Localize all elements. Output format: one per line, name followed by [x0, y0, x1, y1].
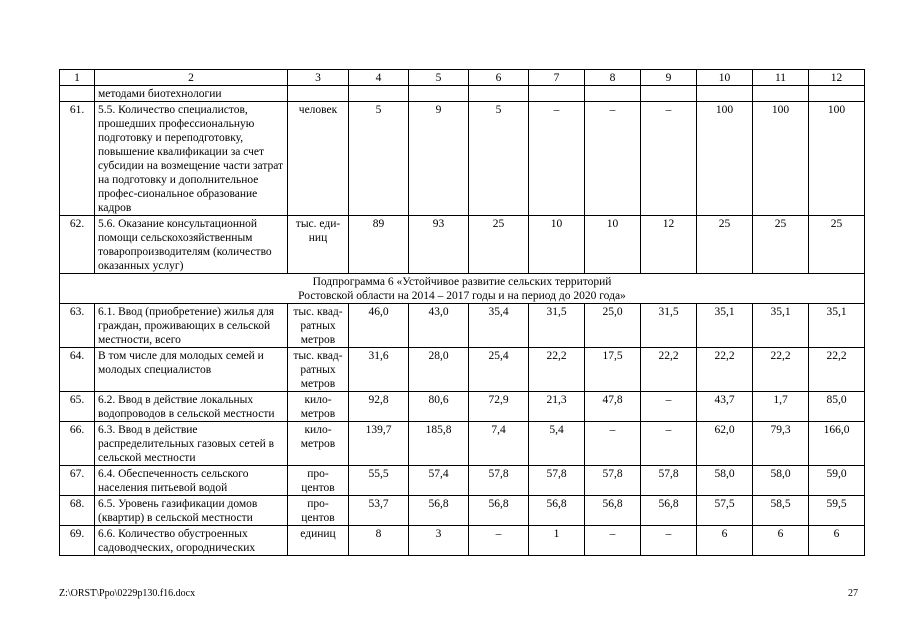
empty-cell	[529, 86, 585, 102]
value-cell: 3	[409, 526, 469, 556]
empty-cell	[809, 86, 865, 102]
value-cell: 1	[529, 526, 585, 556]
value-cell: 166,0	[809, 422, 865, 466]
indicator-name: 6.5. Уровень газификации домов (квартир) в сельской местности	[95, 496, 288, 526]
header-row	[60, 70, 865, 86]
value-cell: 6	[753, 526, 809, 556]
value-cell: 6	[697, 526, 753, 556]
value-cell: 58,0	[697, 466, 753, 496]
value-cell: 56,8	[585, 496, 641, 526]
column-number: 6	[469, 70, 529, 86]
value-cell: –	[469, 526, 529, 556]
value-cell: –	[641, 526, 697, 556]
value-cell: 43,7	[697, 392, 753, 422]
value-cell: 47,8	[585, 392, 641, 422]
value-cell: 25,4	[469, 348, 529, 392]
table-row	[60, 216, 865, 274]
value-cell: 25	[697, 216, 753, 274]
value-cell: 8	[349, 526, 409, 556]
table-row	[60, 422, 865, 466]
column-number: 1	[60, 70, 95, 86]
indicator-name: 6.2. Ввод в действие локальных водопроводов в сельской местности	[95, 392, 288, 422]
value-cell: –	[585, 526, 641, 556]
value-cell: 35,1	[697, 304, 753, 348]
indicator-name: 5.6. Оказание консультационной помощи сельскохозяйственным товаропроизводителям (количество оказанных услуг)	[95, 216, 288, 274]
table-row	[60, 348, 865, 392]
row-number: 67.	[60, 466, 95, 496]
unit: тыс. еди-ниц	[288, 216, 349, 274]
empty-cell	[288, 86, 349, 102]
value-cell: 62,0	[697, 422, 753, 466]
column-number: 12	[809, 70, 865, 86]
subprogram-line-1: Подпрограмма 6 «Устойчивое развитие сельских территорий	[312, 276, 612, 288]
value-cell: 57,8	[529, 466, 585, 496]
value-cell: 139,7	[349, 422, 409, 466]
value-cell: 25	[809, 216, 865, 274]
value-cell: 56,8	[469, 496, 529, 526]
value-cell: 25,0	[585, 304, 641, 348]
value-cell: 35,1	[753, 304, 809, 348]
table-row	[60, 304, 865, 348]
value-cell: 89	[349, 216, 409, 274]
value-cell: 57,8	[469, 466, 529, 496]
value-cell: 6	[809, 526, 865, 556]
unit: тыс. квад-ратных метров	[288, 348, 349, 392]
indicator-name: 6.4. Обеспеченность сельского населения питьевой водой	[95, 466, 288, 496]
value-cell: 92,8	[349, 392, 409, 422]
value-cell: 28,0	[409, 348, 469, 392]
subprogram-row	[60, 274, 865, 304]
continued-text: методами биотехнологии	[95, 86, 288, 102]
value-cell: 25	[753, 216, 809, 274]
value-cell: 80,6	[409, 392, 469, 422]
value-cell: 10	[529, 216, 585, 274]
column-number: 5	[409, 70, 469, 86]
value-cell: 100	[697, 102, 753, 216]
empty-cell	[697, 86, 753, 102]
value-cell: 58,5	[753, 496, 809, 526]
empty-cell	[349, 86, 409, 102]
file-path: Z:\ORST\Ppo\0229p130.f16.docx	[59, 588, 196, 599]
value-cell: 35,4	[469, 304, 529, 348]
table-row	[60, 466, 865, 496]
empty-cell	[469, 86, 529, 102]
page-number: 27	[848, 588, 858, 599]
value-cell: 10	[585, 216, 641, 274]
value-cell: –	[641, 392, 697, 422]
subprogram-title	[60, 274, 865, 304]
value-cell: 31,5	[529, 304, 585, 348]
value-cell: 59,5	[809, 496, 865, 526]
table-row	[60, 496, 865, 526]
unit: единиц	[288, 526, 349, 556]
empty-cell	[409, 86, 469, 102]
row-number: 68.	[60, 496, 95, 526]
value-cell: 185,8	[409, 422, 469, 466]
value-cell: 100	[809, 102, 865, 216]
unit: кило-метров	[288, 392, 349, 422]
row-number-cell	[60, 86, 95, 102]
value-cell: 35,1	[809, 304, 865, 348]
empty-cell	[641, 86, 697, 102]
value-cell: 31,5	[641, 304, 697, 348]
value-cell: 17,5	[585, 348, 641, 392]
value-cell: 12	[641, 216, 697, 274]
value-cell: –	[585, 422, 641, 466]
value-cell: 53,7	[349, 496, 409, 526]
column-number: 7	[529, 70, 585, 86]
value-cell: 56,8	[409, 496, 469, 526]
value-cell: 57,8	[641, 466, 697, 496]
column-number: 8	[585, 70, 641, 86]
unit: про-центов	[288, 466, 349, 496]
indicators-table	[59, 69, 865, 556]
value-cell: 57,8	[585, 466, 641, 496]
value-cell: 58,0	[753, 466, 809, 496]
table-row	[60, 392, 865, 422]
value-cell: 56,8	[529, 496, 585, 526]
column-number: 4	[349, 70, 409, 86]
value-cell: 25	[469, 216, 529, 274]
value-cell: 57,5	[697, 496, 753, 526]
value-cell: 46,0	[349, 304, 409, 348]
column-number: 9	[641, 70, 697, 86]
value-cell: –	[585, 102, 641, 216]
value-cell: –	[641, 422, 697, 466]
row-number: 61.	[60, 102, 95, 216]
column-number: 2	[95, 70, 288, 86]
value-cell: 22,2	[529, 348, 585, 392]
empty-cell	[585, 86, 641, 102]
value-cell: 93	[409, 216, 469, 274]
row-number: 69.	[60, 526, 95, 556]
column-number: 11	[753, 70, 809, 86]
value-cell: –	[641, 102, 697, 216]
row-number: 62.	[60, 216, 95, 274]
value-cell: 21,3	[529, 392, 585, 422]
value-cell: 9	[409, 102, 469, 216]
unit: человек	[288, 102, 349, 216]
value-cell: 1,7	[753, 392, 809, 422]
value-cell: 5	[349, 102, 409, 216]
value-cell: 57,4	[409, 466, 469, 496]
value-cell: 100	[753, 102, 809, 216]
column-number: 3	[288, 70, 349, 86]
value-cell: 5,4	[529, 422, 585, 466]
table-row	[60, 86, 865, 102]
column-number: 10	[697, 70, 753, 86]
value-cell: 5	[469, 102, 529, 216]
indicator-name: 6.3. Ввод в действие распределительных газовых сетей в сельской местности	[95, 422, 288, 466]
value-cell: 43,0	[409, 304, 469, 348]
value-cell: 85,0	[809, 392, 865, 422]
subprogram-line-2: Ростовской области на 2014 – 2017 годы и на период до 2020 года»	[298, 290, 626, 302]
table-row	[60, 102, 865, 216]
value-cell: 22,2	[641, 348, 697, 392]
value-cell: 72,9	[469, 392, 529, 422]
value-cell: 59,0	[809, 466, 865, 496]
row-number: 64.	[60, 348, 95, 392]
value-cell: 79,3	[753, 422, 809, 466]
indicator-name: 5.5. Количество специалистов, прошедших профессиональную подготовку и переподготовку, повышение квалификации за счет субсидии на возмещение части затрат на подготовку и дополнительное профес-сиональное образование кадров	[95, 102, 288, 216]
row-number: 63.	[60, 304, 95, 348]
value-cell: 22,2	[809, 348, 865, 392]
value-cell: 22,2	[697, 348, 753, 392]
value-cell: 56,8	[641, 496, 697, 526]
value-cell: 55,5	[349, 466, 409, 496]
value-cell: 22,2	[753, 348, 809, 392]
unit: кило-метров	[288, 422, 349, 466]
value-cell: 7,4	[469, 422, 529, 466]
indicator-name: В том числе для молодых семей и молодых специалистов	[95, 348, 288, 392]
indicator-name: 6.6. Количество обустроенных садоводческих, огороднических	[95, 526, 288, 556]
row-number: 66.	[60, 422, 95, 466]
indicator-name: 6.1. Ввод (приобретение) жилья для граждан, проживающих в сельской местности, всего	[95, 304, 288, 348]
value-cell: –	[529, 102, 585, 216]
table-row	[60, 526, 865, 556]
unit: про-центов	[288, 496, 349, 526]
row-number: 65.	[60, 392, 95, 422]
unit: тыс. квад-ратных метров	[288, 304, 349, 348]
value-cell: 31,6	[349, 348, 409, 392]
empty-cell	[753, 86, 809, 102]
